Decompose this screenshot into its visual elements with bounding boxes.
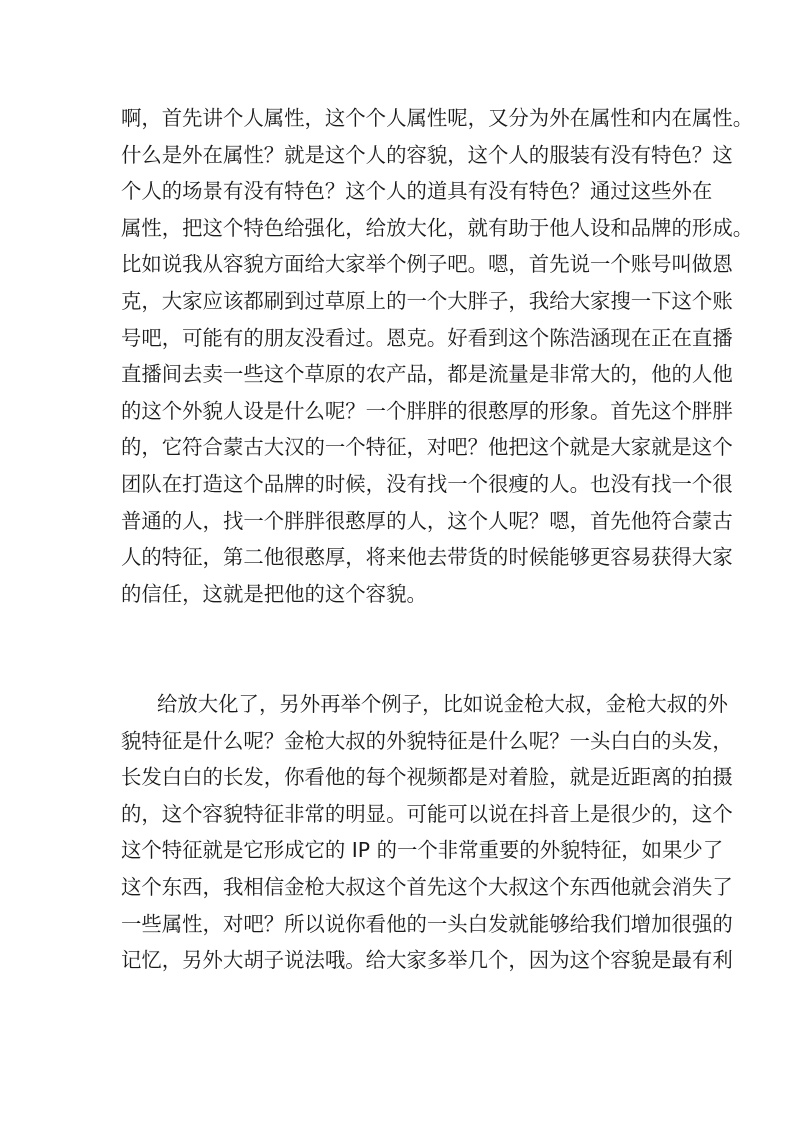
text-line: 个人的场景有没有特色？这个人的道具有没有特色？通过这些外在 — [121, 179, 713, 204]
text-line: 记忆，另外大胡子说法哦。给大家多举几个，因为这个容貌是最有利 — [121, 948, 733, 973]
text-line: 比如说我从容貌方面给大家举个例子吧。嗯，首先说一个账号叫做恩 — [121, 252, 733, 277]
text-line: 一些属性，对吧？所以说你看他的一头白发就能够给我们增加很强的 — [121, 911, 733, 936]
text-line: 的，它符合蒙古大汉的一个特征，对吧？他把这个就是大家就是这个 — [121, 435, 733, 460]
text-line: 啊，首先讲个人属性，这个个人属性呢，又分为外在属性和内在属性。 — [121, 106, 754, 130]
text-line: 这个特征就是它形成它的 IP 的一个非常重要的外貌特征，如果少了 — [121, 838, 724, 863]
text-line: 团队在打造这个品牌的时候，没有找一个很瘦的人。也没有找一个很 — [121, 471, 733, 496]
text-line: 这个东西，我相信金枪大叔这个首先这个大叔这个东西他就会消失了 — [121, 874, 733, 899]
text-line: 长发白白的长发，你看他的每个视频都是对着脸，就是近距离的拍摄 — [121, 765, 733, 790]
text-line: 人的特征，第二他很憨厚，将来他去带货的时候能够更容易获得大家 — [121, 545, 733, 570]
text-line: 的，这个容貌特征非常的明显。可能可以说在抖音上是很少的，这个 — [121, 801, 733, 826]
text-line: 直播间去卖一些这个草原的农产品，都是流量是非常大的，他的人他 — [121, 362, 733, 387]
text-line: 的信任，这就是把他的这个容貌。 — [121, 581, 427, 606]
text-line: 克，大家应该都刷到过草原上的一个大胖子，我给大家搜一下这个账 — [121, 288, 733, 313]
text-line: 貌特征是什么呢？金枪大叔的外貌特征是什么呢？一头白白的头发， — [121, 728, 733, 753]
paragraph-2 — [121, 686, 733, 979]
text-line: 什么是外在属性？就是这个人的容貌，这个人的服装有没有特色？这 — [121, 142, 733, 167]
text-line: 的这个外貌人设是什么呢？一个胖胖的很憨厚的形象。首先这个胖胖 — [121, 398, 733, 423]
text-line: 属性，把这个特色给强化，给放大化，就有助于他人设和品牌的形成。 — [121, 215, 754, 240]
text-line: 号吧，可能有的朋友没看过。恩克。好看到这个陈浩涵现在正在直播 — [121, 325, 733, 350]
text-line: 给放大化了，另外再举个例子，比如说金枪大叔，金枪大叔的外 — [157, 692, 728, 716]
text-line: 普通的人，找一个胖胖很憨厚的人，这个人呢？嗯，首先他符合蒙古 — [121, 508, 733, 533]
paragraph-1 — [121, 100, 754, 612]
